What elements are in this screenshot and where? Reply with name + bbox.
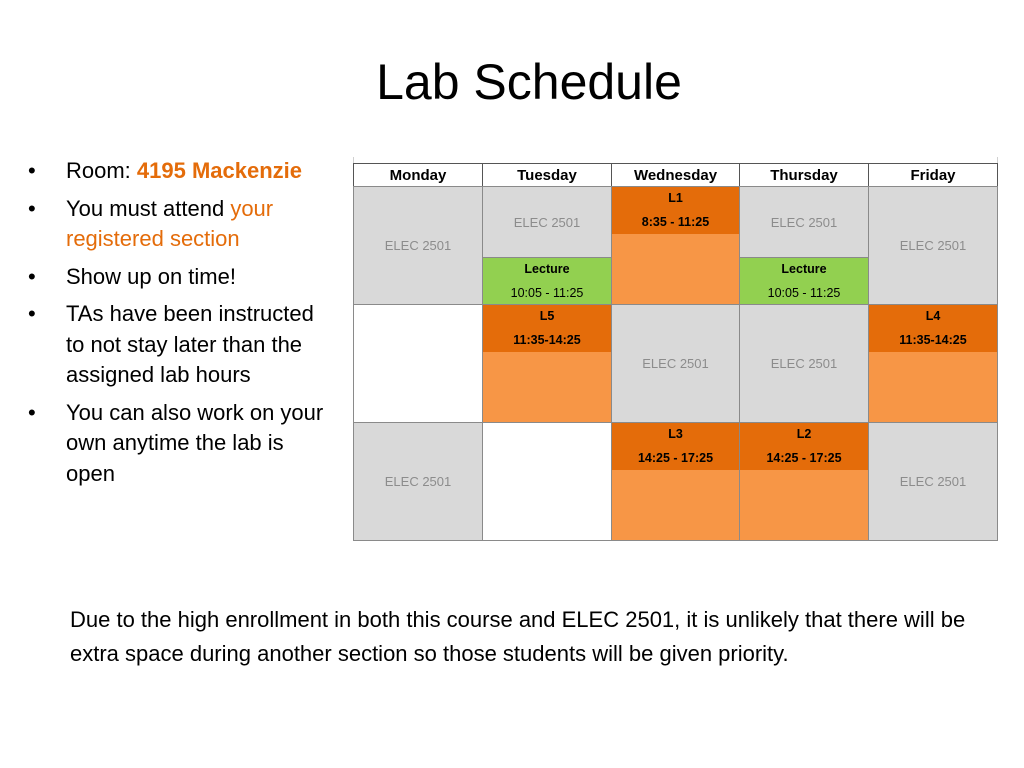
header-wednesday: Wednesday xyxy=(611,163,740,187)
lecture-time: 10:05 - 11:25 xyxy=(767,286,841,300)
bullet-dot-icon: • xyxy=(28,301,36,326)
lecture-label: Lecture xyxy=(781,262,827,276)
room-value: 4195 Mackenzie xyxy=(136,158,303,183)
header-monday: Monday xyxy=(353,163,483,187)
bullet-dot-icon: • xyxy=(28,158,36,183)
lecture-label: Lecture xyxy=(524,262,570,276)
lab-l2-label: L2 xyxy=(796,427,812,441)
lab-l4-label: L4 xyxy=(925,309,941,323)
lab-l4-time: 11:35-14:25 xyxy=(899,333,967,347)
lecture-time: 10:05 - 11:25 xyxy=(510,286,584,300)
elec-2501-block: ELEC 2501 xyxy=(868,422,998,541)
elec-2501-block: ELEC 2501 xyxy=(611,304,740,423)
open-lab-text: You can also work on your own anytime the lab is open xyxy=(66,399,324,486)
ontime-text: Show up on time! xyxy=(66,263,236,289)
header-tuesday: Tuesday xyxy=(482,163,612,187)
lab-l5-time: 11:35-14:25 xyxy=(513,333,581,347)
footer-note: Due to the high enrollment in both this course and ELEC 2501, it is unlikely that there will be extra space during another section so those students will be given priority. xyxy=(70,607,966,666)
lecture-thursday xyxy=(739,257,869,305)
bullet-dot-icon: • xyxy=(28,195,36,221)
lab-l5-label: L5 xyxy=(539,309,555,323)
room-label: Room: xyxy=(66,158,137,183)
lab-l2-time: 14:25 - 17:25 xyxy=(766,451,842,465)
elec-2501-block: ELEC 2501 xyxy=(353,422,483,541)
bullet-dot-icon: • xyxy=(28,263,36,289)
bullet-ontime xyxy=(26,262,336,293)
bullet-list xyxy=(26,156,336,496)
lab-l1-label: L1 xyxy=(668,191,683,205)
slide-title: Lab Schedule xyxy=(376,54,682,110)
elec-2501-block: ELEC 2501 xyxy=(739,186,869,258)
empty-block xyxy=(482,422,612,541)
lab-l3-time: 14:25 - 17:25 xyxy=(637,451,714,465)
lab-l4 xyxy=(868,304,998,423)
tas-text: TAs have been instructed to not stay later than the assigned lab hours xyxy=(66,301,314,387)
lab-l1 xyxy=(611,186,740,305)
bullet-tas xyxy=(26,299,336,391)
lab-l2 xyxy=(739,422,869,541)
bullet-attend xyxy=(26,194,336,255)
schedule-table xyxy=(353,157,998,541)
lecture-tuesday xyxy=(482,257,612,305)
lab-l5 xyxy=(482,304,612,423)
lab-l3 xyxy=(611,422,740,541)
elec-2501-block: ELEC 2501 xyxy=(739,304,869,423)
elec-2501-block: ELEC 2501 xyxy=(482,186,612,258)
bullet-open-lab xyxy=(26,398,336,490)
elec-2501-block: ELEC 2501 xyxy=(353,186,483,305)
empty-block xyxy=(353,304,483,423)
header-thursday: Thursday xyxy=(739,163,869,187)
bullet-room xyxy=(26,156,336,187)
header-friday: Friday xyxy=(868,163,998,187)
attend-label: You must attend xyxy=(66,195,231,221)
lab-l3-label: L3 xyxy=(668,427,683,441)
lab-l1-time: 8:35 - 11:25 xyxy=(641,215,710,229)
attend-value: your registered section xyxy=(66,195,274,251)
elec-2501-block: ELEC 2501 xyxy=(868,186,998,305)
bullet-dot-icon: • xyxy=(28,399,36,425)
